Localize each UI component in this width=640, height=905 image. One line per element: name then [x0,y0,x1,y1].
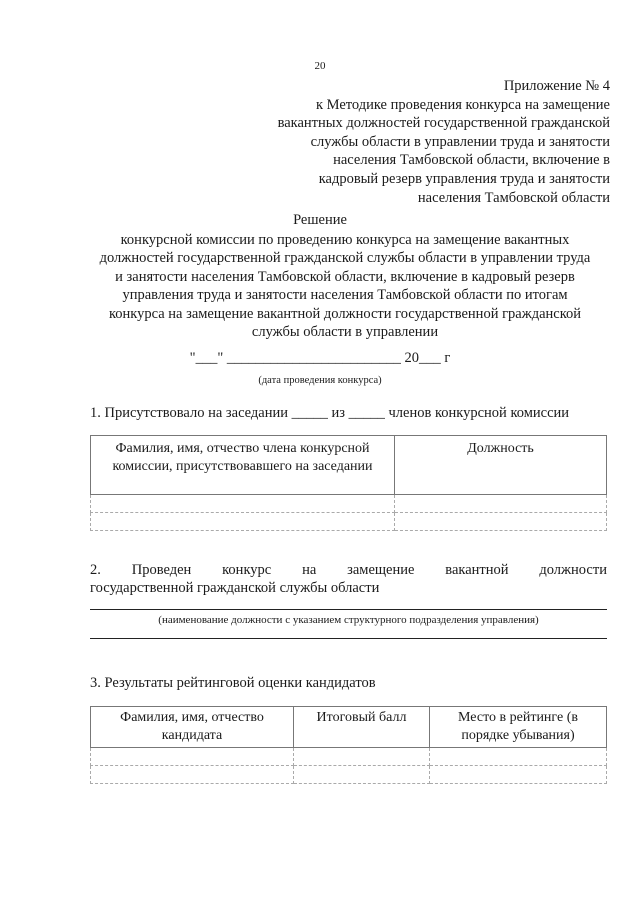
members-table [90,435,607,531]
page-number: 20 [314,60,326,72]
decision-subtitle [88,231,602,341]
appendix-line: кадровый резерв управления труда и занятости [318,170,610,187]
header-member-name: Фамилия, имя, отчество члена конкурсной комиссии, присутствовавшего на заседании [91,436,395,495]
subtitle-line: управления труда и занятости населения Тамбовской области по итогам [122,287,568,304]
table-cell [91,748,294,766]
fill-line [90,638,607,639]
section-2 [90,561,607,597]
word: замещение [347,562,415,578]
table-cell [91,513,395,531]
table-row [91,766,607,784]
table-header-row [91,707,607,748]
header-position: Должность [395,436,607,495]
word: на [302,562,317,578]
rating-table [90,706,607,784]
table-row [91,748,607,766]
decision-title: Решение [293,212,347,228]
section-2-line-2: государственной гражданской службы области [90,580,380,596]
word: конкурс [222,562,272,578]
header-rating-place: Место в рейтинге (в порядке убывания) [430,707,607,748]
table-cell [294,766,430,784]
section-2-line-1 [90,561,607,579]
header-total-score: Итоговый балл [294,707,430,748]
appendix-line: населения Тамбовской области [417,189,610,206]
word: 2. [90,562,101,578]
section-3-text: 3. Результаты рейтинговой оценки кандидатов [90,675,376,691]
table-cell [91,766,294,784]
date-caption: (дата проведения конкурса) [258,375,382,386]
subtitle-line: службы области в управлении [251,324,439,341]
appendix-line: населения Тамбовской области, включение в [333,152,610,169]
table-row [91,495,607,513]
fill-line [90,609,607,610]
table-cell [91,495,395,513]
word: должности [539,562,607,578]
section-1-text: 1. Присутствовало на заседании _____ из _____ членов конкурсной комиссии [90,405,570,421]
subtitle-line: должностей государственной гражданской службы области в управлении труда [99,250,591,267]
table-cell [395,495,607,513]
table-cell [395,513,607,531]
word: вакантной [445,562,509,578]
header-candidate-name: Фамилия, имя, отчество кандидата [91,707,294,748]
table-cell [294,748,430,766]
appendix-line: к Методике проведения конкурса на замещение [315,96,610,113]
appendix-heading [210,77,610,207]
subtitle-line: конкурсной комиссии по проведению конкурса на замещение вакантных [120,232,570,248]
appendix-line: службы области в управлении труда и занятости [310,133,610,150]
table-cell [430,748,607,766]
position-caption: (наименование должности с указанием структурного подразделения управления) [158,614,539,626]
appendix-line: Приложение № 4 [503,78,610,94]
table-header-row [91,436,607,495]
subtitle-line: и занятости населения Тамбовской области, включение в кадровый резерв [115,268,575,285]
appendix-line: вакантных должностей государственной гражданской [277,115,610,132]
table-cell [430,766,607,784]
date-line: "___" ________________________ 20___ г [189,350,451,366]
table-row [91,513,607,531]
word: Проведен [131,562,192,578]
subtitle-line: конкурса на замещение вакантной должности государственной гражданской [108,305,582,322]
